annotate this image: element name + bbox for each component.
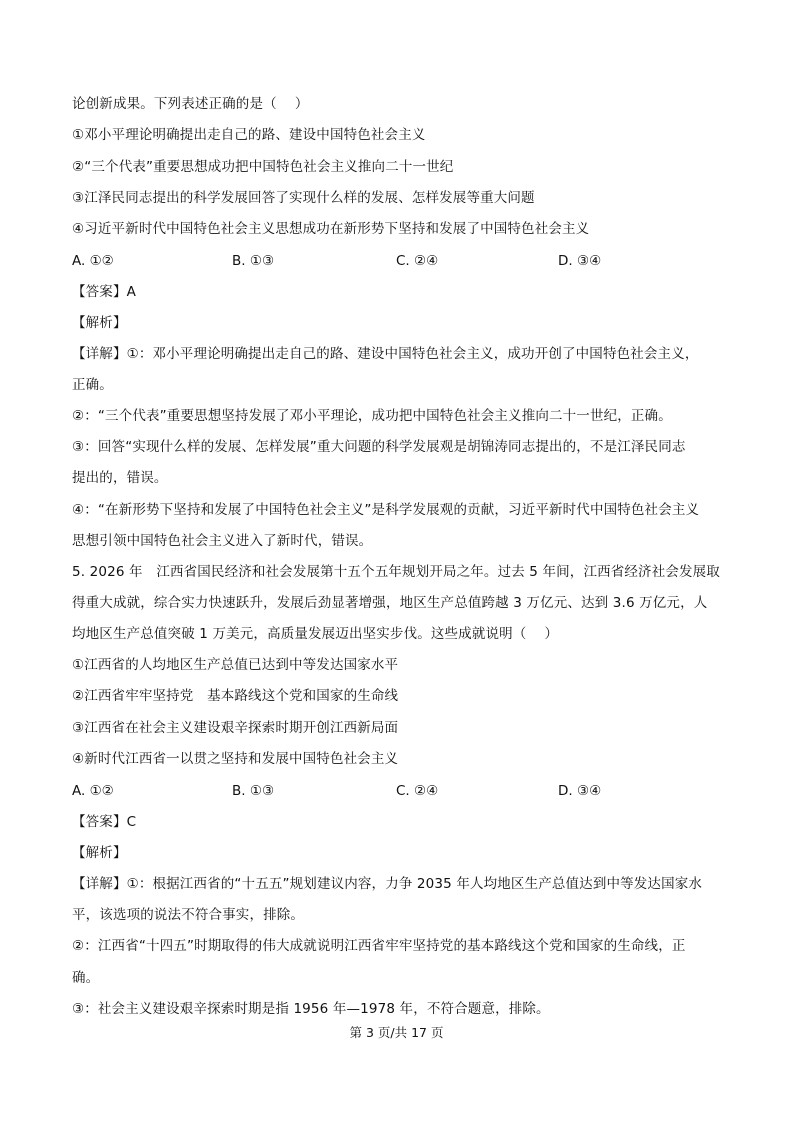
statement-line: ①江西省的人均地区生产总值已达到中等发达国家水平 [72, 657, 399, 673]
analysis-line: ④：“在新形势下坚持和发展了中国特色社会主义”是科学发展观的贡献，习近平新时代中国特色社会主义 [72, 502, 700, 518]
q5-answer: 【答案】C [72, 814, 137, 830]
analysis-line: ③：社会主义建设艰辛探索时期是指 1956 年—1978 年，不符合题意，排除。 [72, 1001, 550, 1017]
analysis-line: 平，该选项的说法不符合事实，排除。 [72, 907, 305, 923]
question-stem-line: 5. 2026 年 江西省国民经济和社会发展第十五个五年规划开局之年。过去 5 年间，江西省经济社会发展取 [72, 564, 720, 580]
analysis-line: 提出的，错误。 [72, 470, 168, 486]
question-stem-line: 得重大成就，综合实力快速跃升，发展后劲显著增强，地区生产总值跨越 3 万亿元、达到 3.6 万亿元，人 [72, 595, 708, 611]
q5-option-c: C. ②④ [396, 783, 439, 799]
statement-line: ②“三个代表”重要思想成功把中国特色社会主义推向二十一世纪 [72, 159, 454, 175]
analysis-line: ②：江西省“十四五”时期取得的伟大成就说明江西省牢牢坚持党的基本路线这个党和国家的生命线，正 [72, 938, 686, 954]
statement-line: ③江西省在社会主义建设艰辛探索时期开创江西新局面 [72, 720, 399, 736]
q4-option-d: D. ③④ [558, 253, 602, 269]
q5-options [72, 782, 722, 800]
analysis-line: ②：“三个代表”重要思想坚持发展了邓小平理论，成功把中国特色社会主义推向二十一世纪，正确。 [72, 408, 672, 424]
analysis-line: ③：回答“实现什么样的发展、怎样发展”重大问题的科学发展观是胡锦涛同志提出的，不是江泽民同志 [72, 439, 686, 455]
q4-options [72, 252, 722, 270]
q5-option-b: B. ①③ [232, 783, 275, 799]
analysis-line: 【详解】①：邓小平理论明确提出走自己的路、建设中国特色社会主义，成功开创了中国特色社会主义， [72, 346, 699, 362]
statement-line: ①邓小平理论明确提出走自己的路、建设中国特色社会主义 [72, 127, 426, 143]
q4-option-b: B. ①③ [232, 253, 275, 269]
text-line: 论创新成果。下列表述正确的是（ ） [72, 96, 309, 112]
statement-line: ②江西省牢牢坚持党 基本路线这个党和国家的生命线 [72, 688, 399, 704]
q5-option-a: A. ①② [72, 783, 114, 799]
q5-option-d: D. ③④ [558, 783, 602, 799]
q4-answer: 【答案】A [72, 284, 136, 300]
q4-option-c: C. ②④ [396, 253, 439, 269]
statement-line: ④新时代江西省一以贯之坚持和发展中国特色社会主义 [72, 751, 399, 767]
question-stem-line: 均地区生产总值突破 1 万美元，高质量发展迈出坚实步伐。这些成就说明（ ） [72, 626, 559, 642]
q4-option-a: A. ①② [72, 253, 114, 269]
analysis-line: 确。 [72, 970, 100, 986]
statement-line: ④习近平新时代中国特色社会主义思想成功在新形势下坚持和发展了中国特色社会主义 [72, 221, 590, 237]
page-number-footer: 第 3 页/共 17 页 [349, 1025, 444, 1040]
q5-analysis-heading: 【解析】 [72, 845, 127, 861]
statement-line: ③江泽民同志提出的科学发展回答了实现什么样的发展、怎样发展等重大问题 [72, 190, 535, 206]
q4-analysis-heading: 【解析】 [72, 315, 127, 331]
analysis-line: 【详解】①：根据江西省的“十五五”规划建议内容，力争 2035 年人均地区生产总值达到中等发达国家水 [72, 876, 703, 892]
analysis-line: 思想引领中国特色社会主义进入了新时代，错误。 [72, 533, 373, 549]
analysis-line: 正确。 [72, 377, 113, 393]
